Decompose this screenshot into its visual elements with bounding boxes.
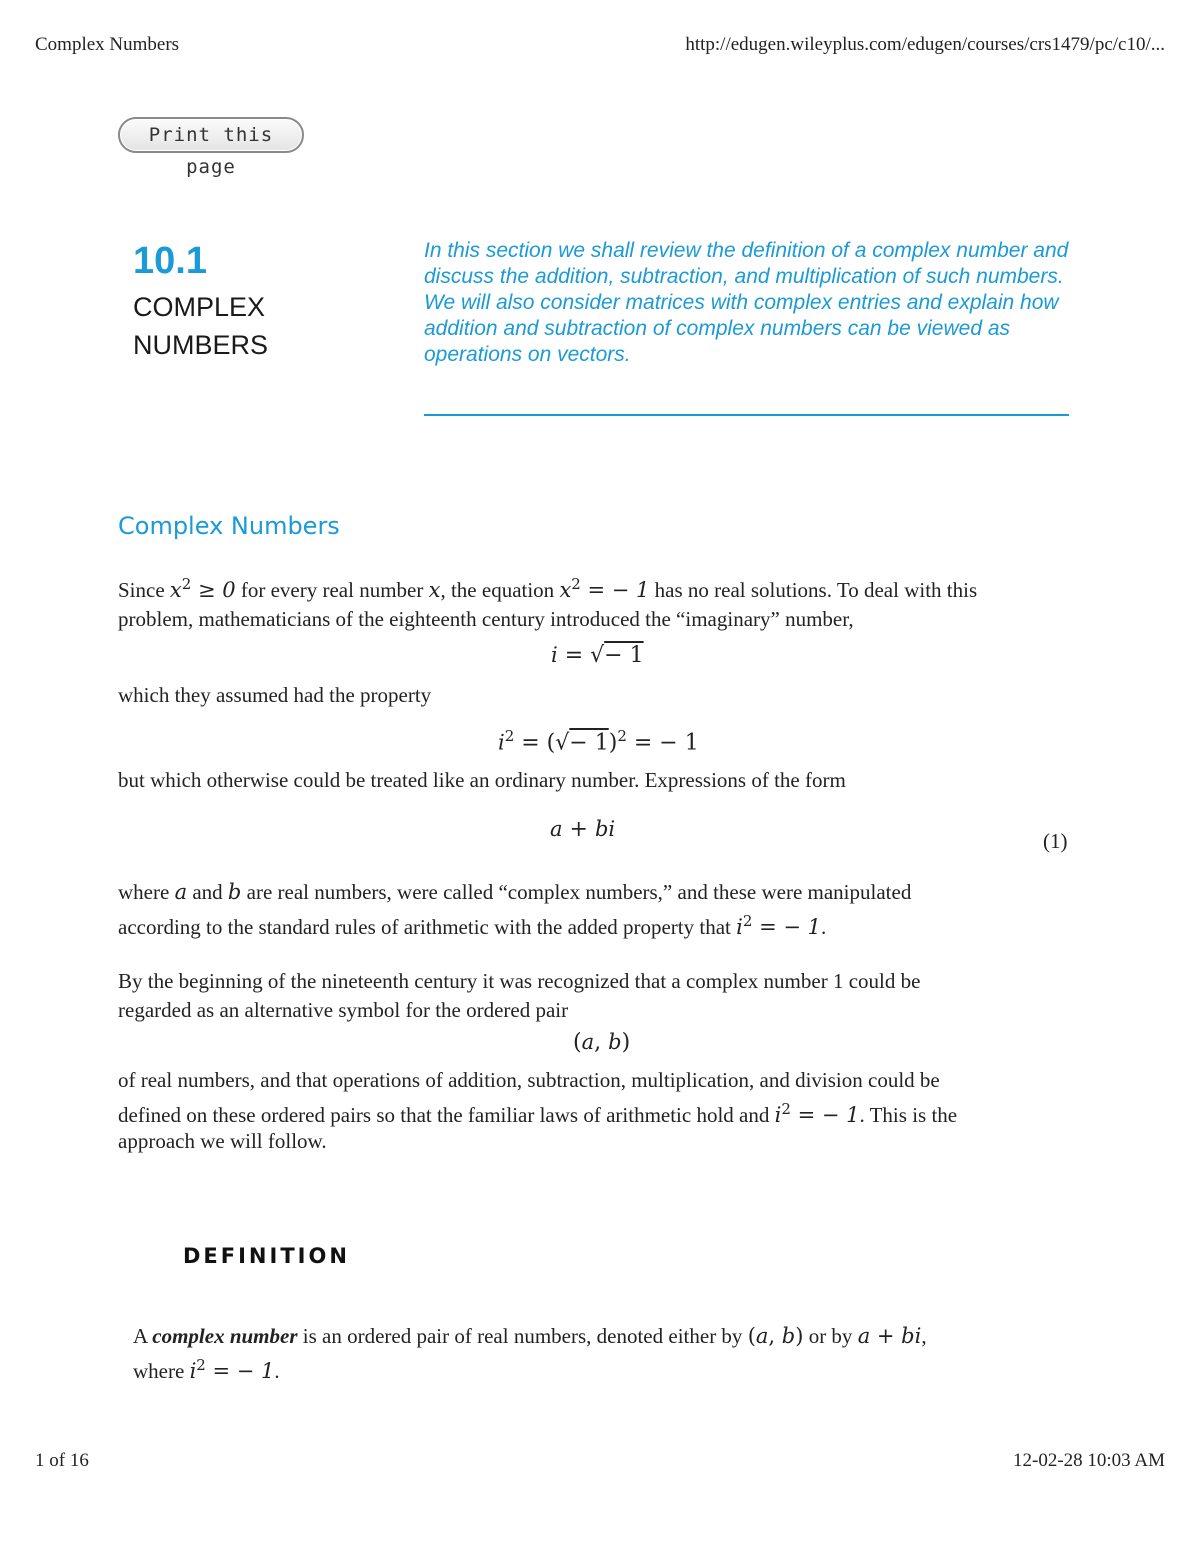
- text-span: .: [821, 915, 827, 939]
- math-i-squared-eq-neg-one: $i^2$ = − 1: [736, 912, 821, 939]
- paragraph-1: [118, 570, 1098, 604]
- print-button[interactable]: Print this page: [118, 117, 304, 153]
- paragraph-4-line2: [118, 907, 1098, 941]
- math-a-plus-bi: a + bi: [857, 1324, 922, 1348]
- math-x-squared-geq-zero: $x^2 \ge 0$: [169, 575, 236, 602]
- text-span: , the equation: [440, 578, 560, 602]
- text-span: or by: [803, 1324, 858, 1348]
- text-span: . This is the: [859, 1103, 958, 1127]
- text-span: ,: [921, 1324, 927, 1348]
- paragraph-6-line1: of real numbers, and that operations of addition, subtraction, multiplication, and division could be: [118, 1068, 940, 1092]
- math-x-squared-eq-neg-one: $x^2$ = − 1: [559, 575, 650, 602]
- text-span: for every real number: [235, 578, 429, 602]
- intro-divider: [424, 414, 1069, 416]
- paragraph-2: which they assumed had the property: [118, 683, 432, 707]
- text-span: where: [133, 1359, 190, 1383]
- equation-ordered-pair: (a, b): [573, 1030, 631, 1055]
- section-intro: In this section we shall review the definition of a complex number and discuss the addition, subtraction, and multiplication of such numbers. We will also consider matrices with complex entries and explain how addition and subtraction of complex numbers can be viewed as operations on vectors.: [424, 239, 1069, 366]
- definition-term: complex number: [152, 1324, 298, 1348]
- text-span: and: [187, 880, 228, 904]
- paragraph-6-line3: approach we will follow.: [118, 1129, 327, 1153]
- paragraph-6-line2: [118, 1095, 1108, 1129]
- definition-label: DEFINITION: [183, 1244, 350, 1268]
- math-x: x: [428, 578, 441, 602]
- subsection-heading: Complex Numbers: [118, 512, 340, 540]
- definition-text-line2: [133, 1351, 280, 1385]
- math-a: a: [174, 880, 188, 904]
- page-header-title: Complex Numbers: [35, 34, 180, 55]
- paragraph-5-line1: By the beginning of the nineteenth century it was recognized that a complex number 1 could be: [118, 969, 921, 993]
- equation-i-squared: $i^2$ = (√− 1)$^2$ = − 1: [498, 727, 699, 756]
- section-title-line1: COMPLEX: [133, 292, 266, 322]
- paragraph-4: [118, 878, 1098, 906]
- math-b: b: [227, 880, 242, 904]
- paragraph-5-line2: regarded as an alternative symbol for the ordered pair: [118, 998, 569, 1022]
- page-footer-count: 1 of 16: [35, 1450, 89, 1471]
- section-title: [133, 288, 333, 364]
- paragraph-3: but which otherwise could be treated like an ordinary number. Expressions of the form: [118, 768, 846, 792]
- text-span: where: [118, 880, 175, 904]
- equation-i-definition: i = √− 1: [551, 643, 644, 668]
- paragraph-1-line2: problem, mathematicians of the eighteenth century introduced the “imaginary” number,: [118, 607, 854, 631]
- text-span: A: [133, 1324, 153, 1348]
- text-span: defined on these ordered pairs so that the familiar laws of arithmetic hold and: [118, 1103, 775, 1127]
- section-title-line2: NUMBERS: [133, 330, 269, 360]
- equation-a-plus-bi: a + bi: [550, 817, 616, 842]
- text-span: are real numbers, were called “complex numbers,” and these were manipulated: [241, 880, 912, 904]
- math-ordered-pair: (a, b): [747, 1324, 804, 1348]
- math-i-squared-eq-neg-one: $i^2$ = − 1: [189, 1356, 275, 1383]
- page-header-url: http://edugen.wileyplus.com/edugen/courses/crs1479/pc/c10/...: [685, 34, 1165, 55]
- text-span: according to the standard rules of arithmetic with the added property that: [118, 915, 737, 939]
- math-i-squared-eq-neg-one: $i^2$ = − 1: [774, 1100, 860, 1127]
- definition-text-line1: [133, 1322, 1093, 1350]
- page-footer-timestamp: 12-02-28 10:03 AM: [1013, 1450, 1165, 1471]
- equation-number: (1): [1043, 829, 1068, 853]
- text-span: has no real solutions. To deal with this: [649, 578, 978, 602]
- text-span: is an ordered pair of real numbers, denoted either by: [297, 1324, 748, 1348]
- section-number: 10.1: [133, 240, 207, 282]
- text-span: .: [274, 1359, 280, 1383]
- text-span: Since: [118, 578, 170, 602]
